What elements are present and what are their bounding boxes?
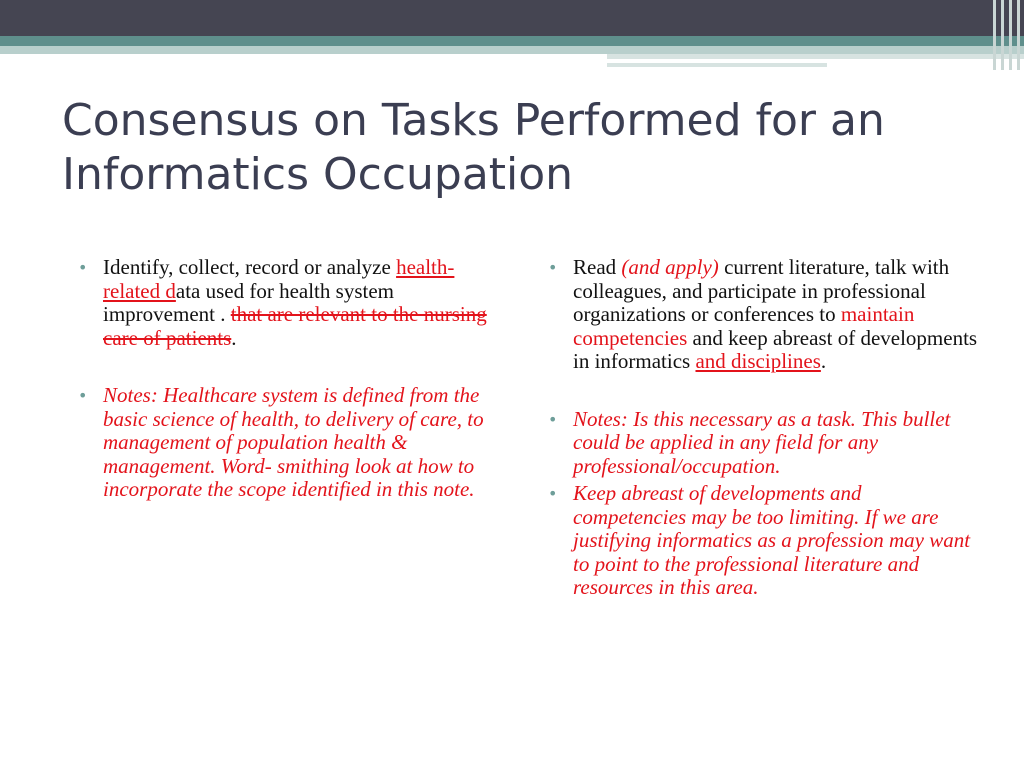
title-line-2: Informatics Occupation [62,149,574,200]
left-item1-text5: . [231,325,237,350]
left-item2-notes: Notes: Healthcare system is defined from the basic science of health, to delivery of care, to management of population health & management. Word- smithing look at how to incorporate the scope identified in this note. [103,383,484,501]
left-item1-struck: that are relevant to the nursing care of patients [103,302,487,350]
right-bullet-1 [548,256,978,374]
left-column [78,256,508,502]
left-item1-text1: Identify, collect, record or analyze [103,255,397,279]
right-item1-text1: Read [573,255,622,279]
header-bar-teal [0,36,1024,46]
header-bar-dark [0,0,1024,36]
left-item1-underlined: health-related d [103,255,455,303]
right-item2-notes: Notes: Is this necessary as a task. This bullet could be applied in any field for any professional/occupation. [573,406,951,478]
right-item1-text5: and keep abreast of developments in informatics [573,325,978,373]
right-item1-red-italic: (and apply) [621,255,719,279]
left-bullet-2 [78,384,508,502]
left-bullet-1 [78,256,508,350]
left-item1-text3: ata used for health system improvement . [103,278,394,326]
header-bar-teal-light [0,46,1024,54]
right-bullet-3 [548,482,978,600]
bullet-icon: • [548,258,558,277]
header-stripe-1 [607,54,1024,59]
slide-title [62,94,962,202]
bullet-icon: • [78,258,88,277]
bullet-icon: • [548,409,558,429]
bullet-icon: • [548,484,558,503]
right-item1-text7: . [820,349,827,373]
right-column [548,256,978,600]
header-stripe-2 [607,63,827,67]
title-line-1: Consensus on Tasks Performed for an [62,95,885,146]
right-item1-red-underlined: and disciplines [695,349,821,373]
right-item3-notes: Keep abreast of developments and competencies may be too limiting. If we are justifying informatics as a profession may want to point to the professional literature and resources in this area. [573,481,971,599]
right-item1-text3: current literature, talk with colleagues, and participate in professional organizations or conferences to [573,255,950,326]
right-item1-red: maintain competencies [573,302,915,350]
right-bullet-2 [548,408,978,479]
bullet-icon: • [78,386,88,405]
corner-decoration [990,0,1024,70]
